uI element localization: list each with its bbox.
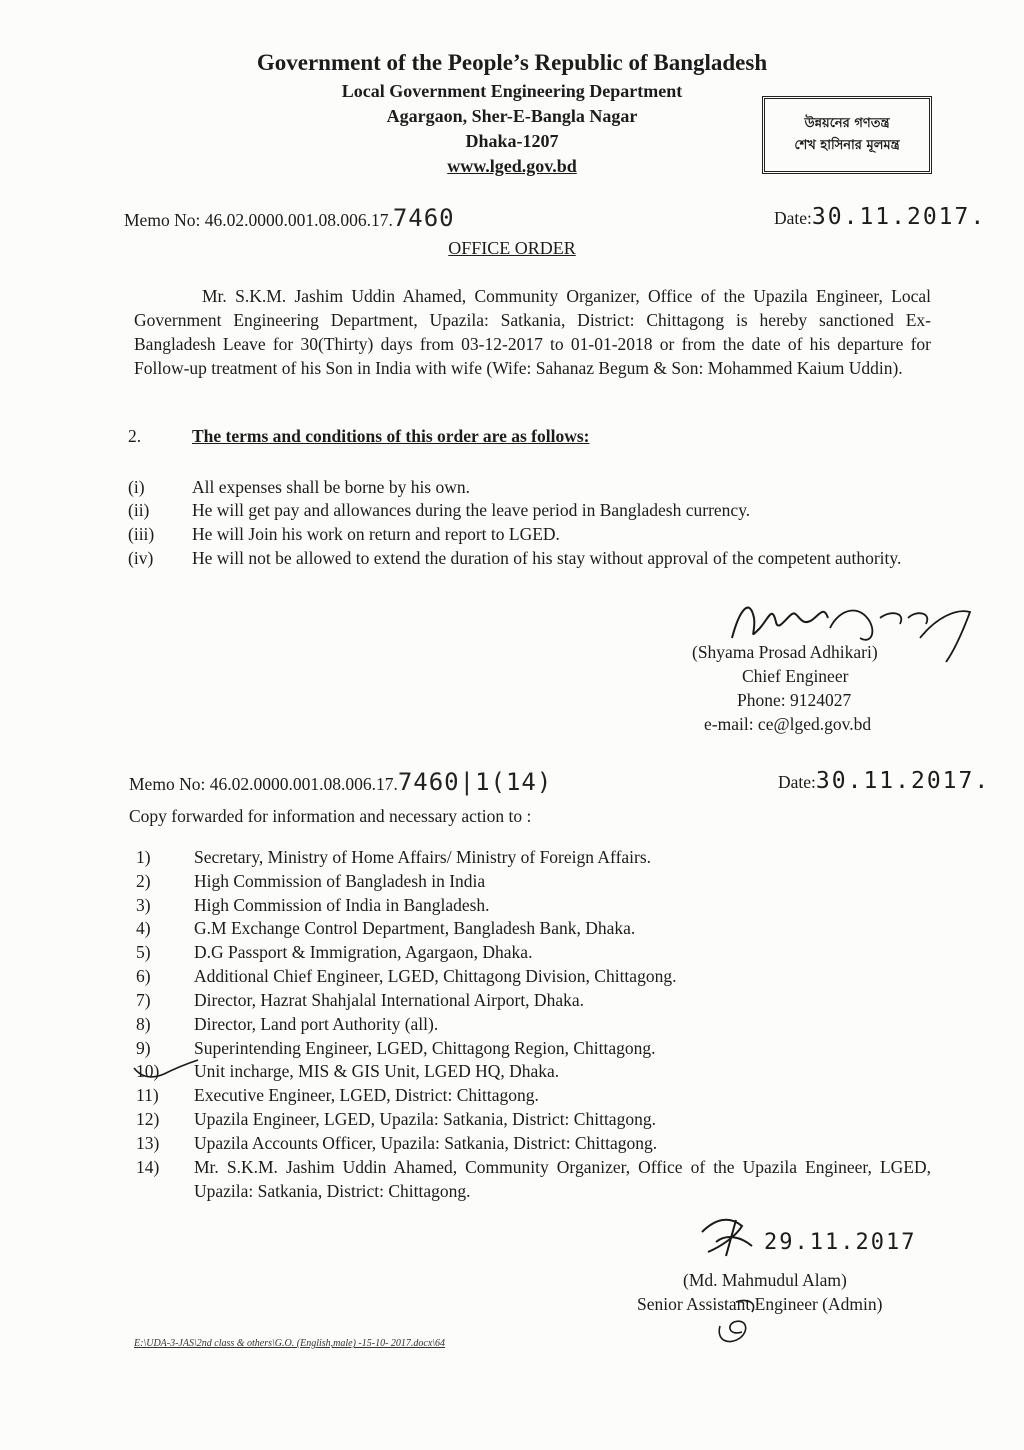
memo-1-date	[774, 204, 986, 230]
website-link[interactable]: www.lged.gov.bd	[447, 156, 577, 176]
memo-1-number: 7460	[392, 204, 455, 232]
tick-mark	[130, 1054, 210, 1084]
memo-1-prefix: Memo No: 46.02.0000.001.08.006.17.	[124, 210, 393, 230]
order-paragraph: Mr. S.K.M. Jashim Uddin Ahamed, Community Organizer, Office of the Upazila Engineer, Local Government Engineering Department, Upazila: Satkania, District: Chittagong is hereby sanctioned Ex-Bangladesh Leave for 30(Thirty) days from 03-12-2017 to 01-01-2018 or from the date of his departure for Follow-up treatment of his Son in India with wife (Wife: Sahanaz Begum & Son: Mohammed Kaium Uddin).	[134, 286, 931, 378]
terms-number: 2.	[128, 426, 142, 446]
memo-2-number: 7460|1(14)	[397, 768, 553, 796]
recipient-item: 5) D.G Passport & Immigration, Agargaon, Dhaka.	[136, 942, 533, 962]
recipient-item: 4) G.M Exchange Control Department, Bangladesh Bank, Dhaka.	[136, 918, 636, 938]
slogan-line-2: শেখ হাসিনার মূলমন্ত্র	[794, 138, 900, 153]
signatory-2-date: 29.11.2017	[764, 1230, 917, 1255]
file-path-footer: E:\UDA-3-JAS\2nd class & others\G.O. (English,male) -15-10- 2017.docx\64	[134, 1338, 446, 1349]
signatory-1-email[interactable]: e-mail: ce@lged.gov.bd	[704, 714, 872, 734]
slogan-line-1: উন্নয়নের গণতন্ত্র	[804, 116, 890, 131]
senior-engineer-signature	[696, 1212, 766, 1260]
recipient-item: 7) Director, Hazrat Shahjalal International Airport, Dhaka.	[136, 990, 584, 1010]
government-title: Government of the People’s Republic of Bangladesh	[256, 50, 768, 75]
term-item: (i) All expenses shall be borne by his own.	[128, 477, 471, 497]
signatory-2-name: (Md. Mahmudul Alam)	[683, 1270, 847, 1290]
terms-heading-text: The terms and conditions of this order are as follows:	[192, 426, 590, 446]
recipient-item: 9) Superintending Engineer, LGED, Chittagong Region, Chittagong.	[136, 1038, 656, 1058]
slogan-box	[762, 96, 932, 174]
initial-mark	[710, 1296, 770, 1348]
signatory-1-name: (Shyama Prosad Adhikari)	[692, 642, 878, 662]
term-item: (iv) He will not be allowed to extend the duration of his stay without approval of the competent authority.	[128, 548, 902, 568]
recipient-item: 3) High Commission of India in Bangladesh.	[136, 895, 490, 915]
recipient-item: 6) Additional Chief Engineer, LGED, Chittagong Division, Chittagong.	[136, 966, 677, 986]
office-order-title: OFFICE ORDER	[448, 238, 576, 258]
office-address: Agargaon, Sher-E-Bangla Nagar	[386, 106, 638, 126]
memo-1-date-value: 30.11.2017.	[811, 204, 987, 230]
recipient-item: 11) Executive Engineer, LGED, District: Chittagong.	[136, 1085, 539, 1105]
memo-1	[124, 204, 455, 232]
copy-forwarded-text: Copy forwarded for information and necessary action to :	[129, 806, 532, 826]
department-name: Local Government Engineering Department	[341, 81, 683, 101]
date-label: Date:	[778, 772, 816, 792]
memo-2-prefix: Memo No: 46.02.0000.001.08.006.17.	[129, 774, 398, 794]
recipient-item: 10) Unit incharge, MIS & GIS Unit, LGED HQ, Dhaka.	[136, 1061, 560, 1081]
term-item: (ii) He will get pay and allowances during the leave period in Bangladesh currency.	[128, 500, 751, 520]
recipient-item: 8) Director, Land port Authority (all).	[136, 1014, 439, 1034]
office-city: Dhaka-1207	[465, 131, 559, 151]
recipient-item: 13) Upazila Accounts Officer, Upazila: Satkania, District: Chittagong.	[136, 1133, 658, 1153]
signatory-2-title: Senior Assistant Engineer (Admin)	[637, 1294, 883, 1314]
memo-2	[129, 768, 552, 796]
memo-2-date-value: 30.11.2017.	[815, 768, 991, 794]
recipient-item: 2) High Commission of Bangladesh in India	[136, 871, 486, 891]
recipient-item: 14) Mr. S.K.M. Jashim Uddin Ahamed, Community Organizer, Office of the Upazila Engineer, LGED, Upazila: Satkania, District: Chittagong.	[136, 1157, 931, 1201]
memo-2-date	[778, 768, 990, 794]
recipient-item: 12) Upazila Engineer, LGED, Upazila: Satkania, District: Chittagong.	[136, 1109, 656, 1129]
term-item: (iii) He will Join his work on return and report to LGED.	[128, 524, 560, 544]
date-label: Date:	[774, 208, 812, 228]
signatory-1-phone: Phone: 9124027	[737, 690, 852, 710]
recipient-item: 1) Secretary, Ministry of Home Affairs/ Ministry of Foreign Affairs.	[136, 847, 652, 867]
signatory-1-title: Chief Engineer	[742, 666, 849, 686]
